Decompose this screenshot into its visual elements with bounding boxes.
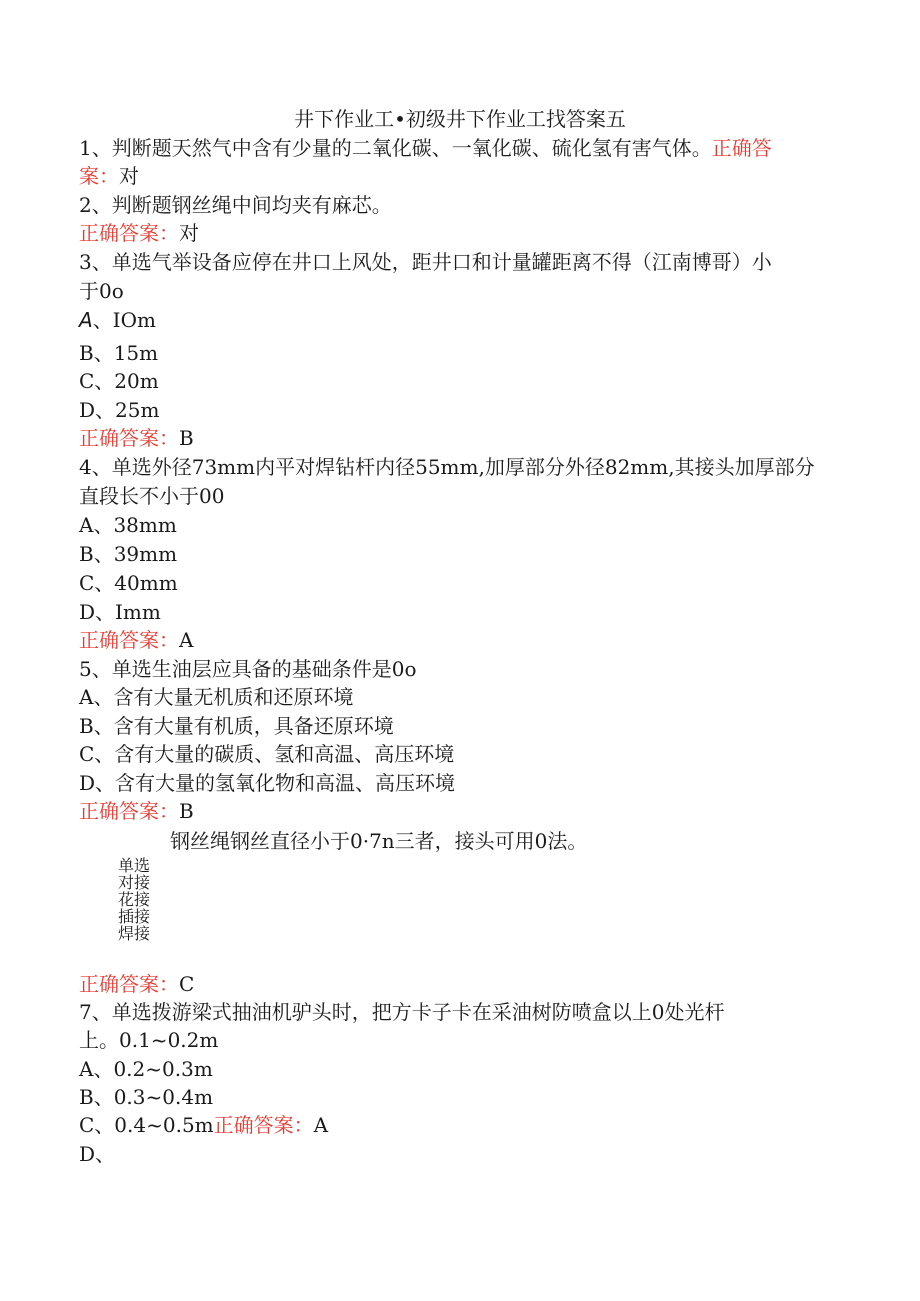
q2-answer: 对: [179, 221, 199, 245]
q4-stem-line2: 直段长不小于00: [79, 484, 225, 508]
q4-option-a: A、38mm: [79, 513, 177, 537]
q1-answer: 对: [119, 164, 139, 188]
q6-answer: C: [179, 972, 195, 996]
q7-stem-line2: 上。0.1~0.2m: [79, 1028, 219, 1052]
q7-option-b: B、0.3~0.4m: [79, 1085, 214, 1109]
q1-answer-label-part1: 正确答: [711, 136, 772, 160]
q3-option-a: [79, 308, 156, 332]
q6-small-line-4: 插接: [118, 907, 151, 926]
q1-answer-label-part2: 案：: [79, 164, 119, 188]
q6-answer-line: [79, 972, 194, 996]
answer-label: 正确答案：: [79, 972, 179, 996]
q7-option-c-line: [79, 1113, 328, 1137]
q6-stem: 钢丝绳钢丝直径小于0·7n三者，接头可用0法。: [170, 829, 588, 853]
q5-option-c: C、含有大量的碳质、氢和高温、高压环境: [79, 742, 455, 766]
q4-answer: A: [179, 628, 194, 652]
q4-option-b: B、39mm: [79, 542, 178, 566]
q7-option-c: C、0.4~0.5m: [79, 1113, 214, 1137]
q1-line2: [79, 164, 139, 188]
q6-small-line-1: 单选: [118, 856, 151, 875]
q3-option-a-letter: A: [79, 308, 93, 332]
answer-label: 正确答案：: [79, 628, 179, 652]
q3-option-d: D、25m: [79, 398, 160, 422]
q4-stem-line1: 4、单选外径73mm内平对焊钻杆内径55mm,加厚部分外径82mm,其接头加厚部分: [79, 455, 815, 479]
q6-small-line-5: 焊接: [118, 924, 151, 943]
q7-option-a: A、0.2~0.3m: [79, 1057, 213, 1081]
q5-answer-line: [79, 799, 194, 823]
q6-small-line-3: 花接: [118, 890, 151, 909]
q5-option-b: B、含有大量有机质，具备还原环境: [79, 714, 394, 738]
q7-answer: A: [313, 1113, 329, 1137]
q3-option-c: C、20m: [79, 369, 159, 393]
q3-answer-line: [79, 426, 194, 450]
q5-option-d: D、含有大量的氢氧化物和高温、高压环境: [79, 771, 456, 795]
q4-answer-line: [79, 628, 193, 652]
q3-answer: B: [179, 426, 194, 450]
q2-answer-line: [79, 221, 199, 245]
q6-small-line-2: 对接: [118, 873, 151, 892]
answer-label: 正确答案：: [79, 221, 179, 245]
q4-option-c: C、40mm: [79, 571, 178, 595]
answer-label: 正确答案：: [79, 426, 179, 450]
q3-option-b: B、15m: [79, 341, 159, 365]
q5-option-a: A、含有大量无机质和还原环境: [79, 685, 354, 709]
q5-answer: B: [179, 799, 194, 823]
q3-stem-line2: 于0o: [79, 279, 124, 303]
q1-stem: 1、判断题天然气中含有少量的二氧化碳、一氧化碳、硫化氢有害气体。: [79, 136, 712, 160]
q7-option-d: D、: [79, 1142, 116, 1166]
document-title: 井下作业工•初级井下作业工找答案五: [294, 107, 626, 131]
q5-stem: 5、单选生油层应具备的基础条件是0o: [79, 657, 417, 681]
q3-stem-line1: 3、单选气举设备应停在井口上风处，距井口和计量罐距离不得（江南博哥）小: [79, 250, 772, 274]
q1-line1: [79, 136, 772, 160]
q7-stem-line1: 7、单选拨游梁式抽油机驴头时，把方卡子卡在采油树防喷盒以上0处光杆: [79, 1000, 725, 1024]
q3-option-a-text: 、IOm: [92, 308, 156, 332]
q2-stem: 2、判断题钢丝绳中间均夹有麻芯。: [79, 193, 392, 217]
answer-label: 正确答案：: [79, 799, 179, 823]
answer-label: 正确答案：: [213, 1113, 314, 1137]
q4-option-d: D、Imm: [79, 600, 161, 624]
